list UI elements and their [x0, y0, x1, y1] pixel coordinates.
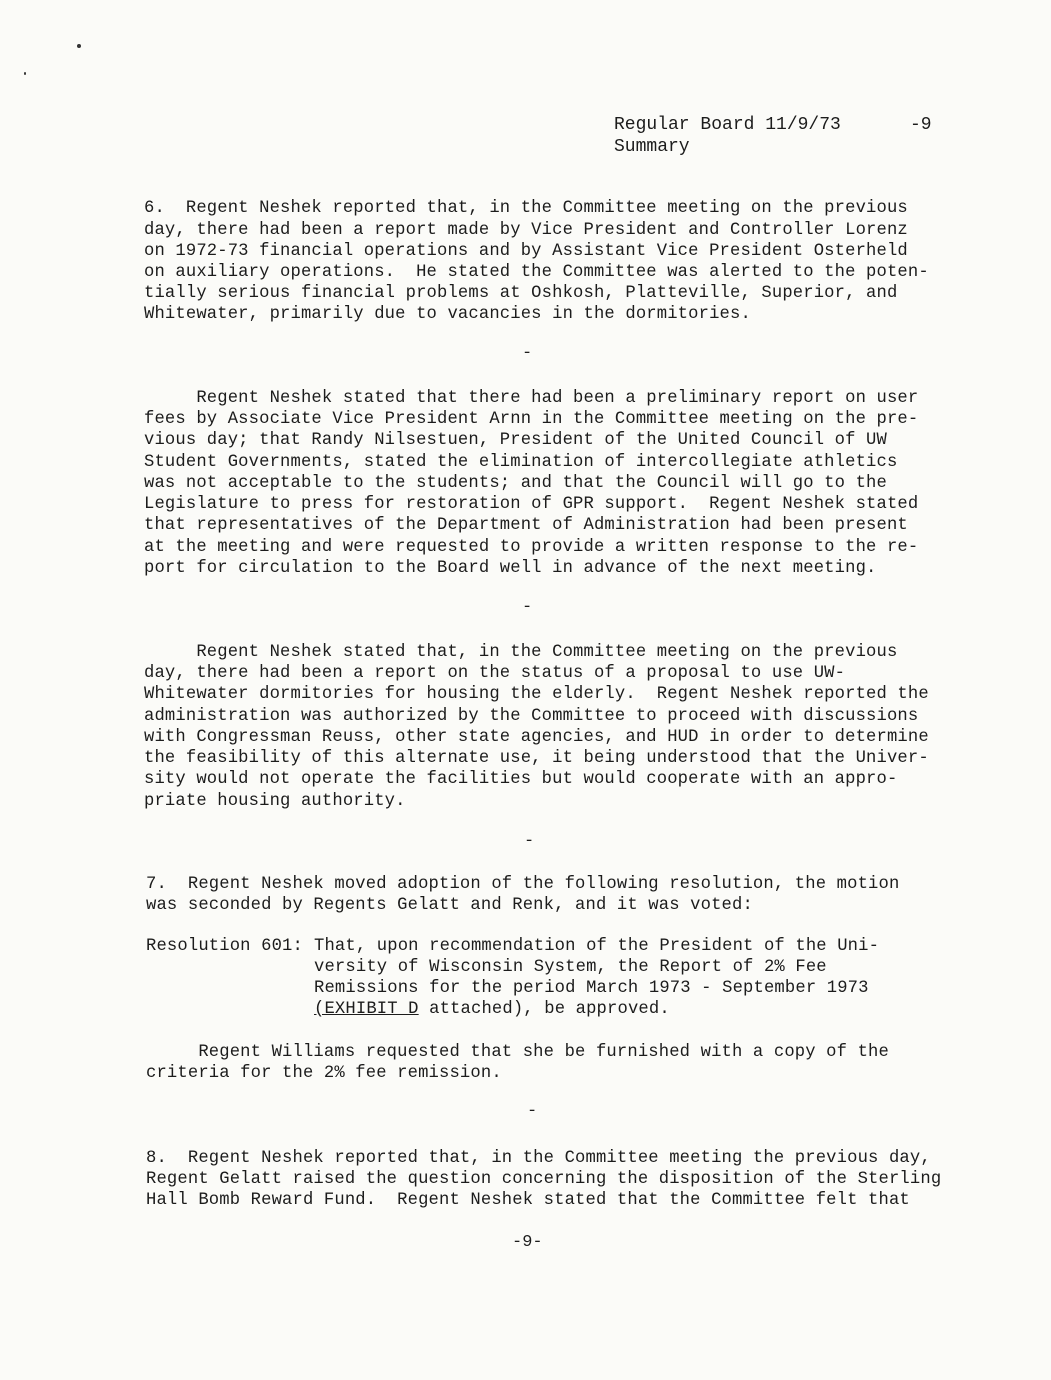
scan-speck [77, 44, 81, 48]
text-line: vious day; that Randy Nilsestuen, President of the United Council of UW [144, 431, 887, 450]
text-line: Regent Gelatt raised the question concerning the disposition of the Sterling [146, 1170, 942, 1189]
resolution-label: Resolution 601: [146, 937, 303, 956]
text-line: Regent Neshek stated that there had been a preliminary report on user [144, 389, 919, 408]
text-line: Hall Bomb Reward Fund. Regent Neshek stated that the Committee felt that [146, 1191, 910, 1210]
header-subtitle: Summary [614, 137, 690, 157]
text-line: Legislature to press for restoration of GPR support. Regent Neshek stated [144, 495, 919, 514]
text-line: Remissions for the period March 1973 - September 1973 [314, 979, 869, 998]
text-fragment: attached), be approved. [418, 1000, 670, 1019]
page-number: -9- [512, 1233, 543, 1252]
text-line: Whitewater, primarily due to vacancies in the dormitories. [144, 305, 751, 324]
text-line: Student Governments, stated the elimination of intercollegiate athletics [144, 453, 898, 472]
text-line: was seconded by Regents Gelatt and Renk, and it was voted: [146, 896, 753, 915]
text-line: port for circulation to the Board well in advance of the next meeting. [144, 559, 877, 578]
section-separator: - [524, 832, 535, 851]
text-line: 7. Regent Neshek moved adoption of the following resolution, the motion [146, 875, 900, 894]
text-line: fees by Associate Vice President Arnn in the Committee meeting on the pre- [144, 410, 919, 429]
text-line: versity of Wisconsin System, the Report of 2% Fee [314, 958, 827, 977]
text-line: priate housing authority. [144, 792, 406, 811]
section-separator: - [527, 1102, 538, 1121]
text-line: 6. Regent Neshek reported that, in the Committee meeting on the previous [144, 199, 908, 218]
text-line: administration was authorized by the Committee to proceed with discussions [144, 707, 919, 726]
text-line: Whitewater dormitories for housing the elderly. Regent Neshek reported the [144, 685, 929, 704]
exhibit-reference: (EXHIBIT D [314, 1000, 419, 1019]
text-line: at the meeting and were requested to provide a written response to the re- [144, 538, 919, 557]
text-line: day, there had been a report on the status of a proposal to use UW- [144, 664, 846, 683]
text-line: that representatives of the Department of Administration had been present [144, 516, 908, 535]
text-line: Regent Williams requested that she be furnished with a copy of the [146, 1043, 889, 1062]
section-separator: - [522, 344, 533, 363]
text-line: was not acceptable to the students; and that the Council will go to the [144, 474, 887, 493]
section-separator: - [522, 598, 533, 617]
text-line: Regent Neshek stated that, in the Committee meeting on the previous [144, 643, 898, 662]
scan-speck [24, 72, 26, 75]
text-line: 8. Regent Neshek reported that, in the Committee meeting the previous day, [146, 1149, 931, 1168]
text-line: on 1972-73 financial operations and by Assistant Vice President Osterheld [144, 242, 908, 261]
text-line: criteria for the 2% fee remission. [146, 1064, 502, 1083]
text-line: That, upon recommendation of the President of the Uni- [314, 937, 880, 956]
text-line: on auxiliary operations. He stated the Committee was alerted to the poten- [144, 263, 929, 282]
text-line: with Congressman Reuss, other state agencies, and HUD in order to determine [144, 728, 929, 747]
text-line: sity would not operate the facilities but would cooperate with an appro- [144, 770, 898, 789]
text-line [314, 999, 670, 1020]
header-title: Regular Board 11/9/73 [614, 115, 841, 135]
header-page-ref: -9 [910, 115, 932, 135]
text-line: tially serious financial problems at Oshkosh, Platteville, Superior, and [144, 284, 898, 303]
text-line: the feasibility of this alternate use, it being understood that the Univer- [144, 749, 929, 768]
text-line: day, there had been a report made by Vice President and Controller Lorenz [144, 221, 908, 240]
